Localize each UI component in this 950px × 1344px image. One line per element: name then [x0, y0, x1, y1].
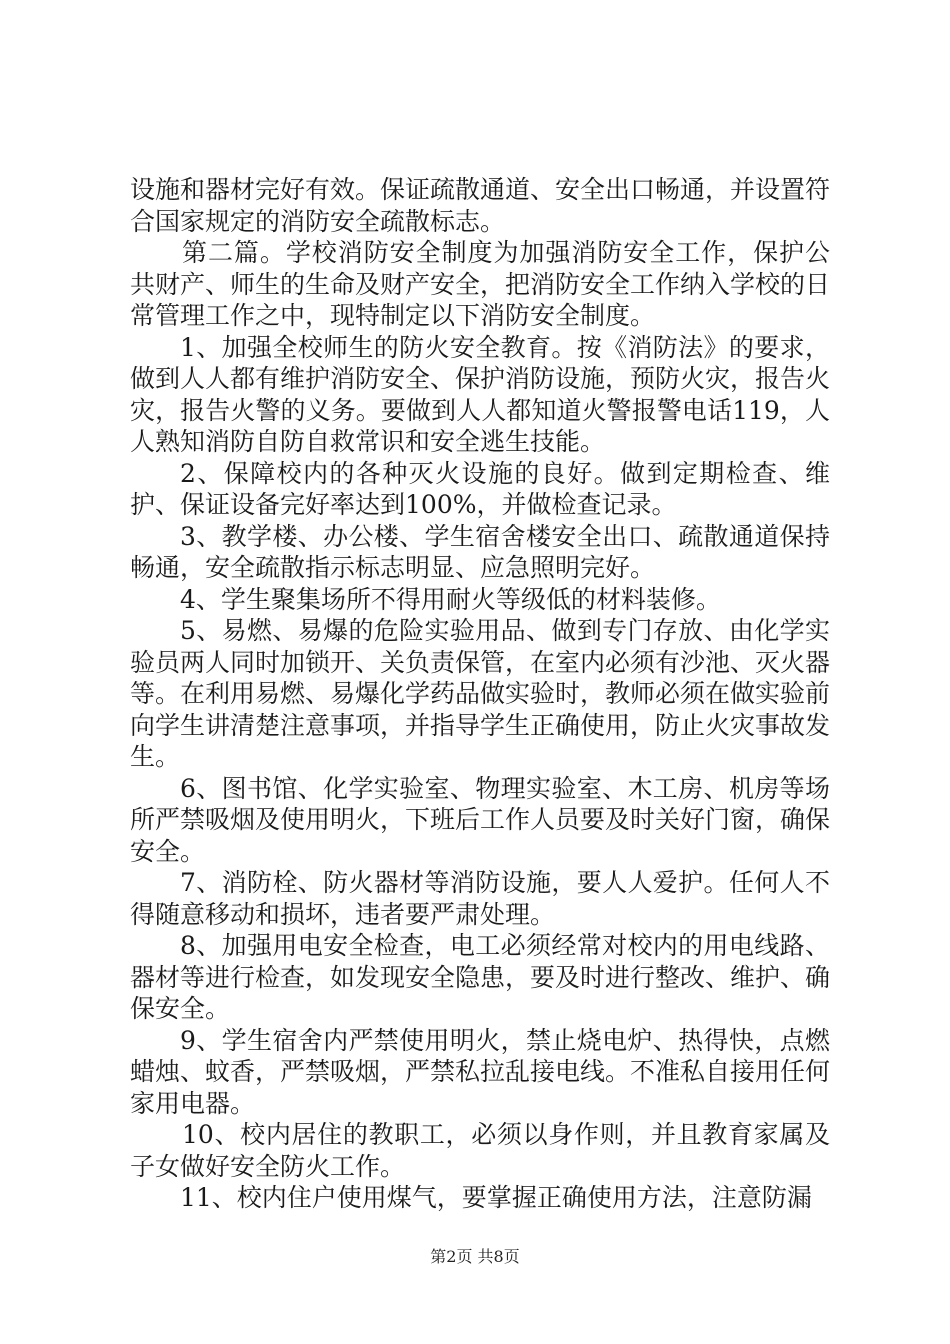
paragraph-item-4: 4、学生聚集场所不得用耐火等级低的材料装修。 [180, 584, 721, 614]
paragraph-item-8: 8、加强用电安全检查，电工必须经常对校内的用电线路、器材等进行检查，如发现安全隐患，要及时进行整改、维护、确保安全。 [130, 931, 831, 1023]
paragraph-item-5: 5、易燃、易爆的危险实验用品、做到专门存放、由化学实验员两人同时加锁开、关负责保管，在室内必须有沙池、灭火器等。在利用易燃、易爆化学药品做实验时，教师必须在做实验前向学生讲清楚注意事项，并指导学生正确使用，防止火灾事故发生。 [130, 616, 831, 771]
paragraph-continuation: 设施和器材完好有效。保证疏散通道、安全出口畅通，并设置符合国家规定的消防安全疏散标志。 [130, 175, 831, 236]
paragraph-section-heading: 第二篇。学校消防安全制度为加强消防安全工作，保护公共财产、师生的生命及财产安全，把消防安全工作纳入学校的日常管理工作之中，现特制定以下消防安全制度。 [130, 238, 831, 330]
page-footer: 第2页 共8页 [430, 1247, 520, 1266]
paragraph-item-9: 9、学生宿舍内严禁使用明火，禁止烧电炉、热得快，点燃蜡烛、蚊香，严禁吸烟，严禁私拉乱接电线。不准私自接用任何家用电器。 [130, 1025, 831, 1118]
paragraph-item-10: 10、校内居住的教职工，必须以身作则，并且教育家属及子女做好安全防火工作。 [130, 1120, 830, 1181]
paragraph-item-7: 7、消防栓、防火器材等消防设施，要人人爱护。任何人不得随意移动和损坏，违者要严肃处理。 [130, 868, 830, 929]
paragraph-item-1: 1、加强全校师生的防火安全教育。按《消防法》的要求，做到人人都有维护消防安全、保护消防设施，预防火灾，报告火灾，报告火警的义务。要做到人人都知道火警报警电话119，人人熟知消防自防自救常识和安全逃生技能。 [130, 332, 831, 456]
document-body [130, 174, 830, 1214]
paragraph-item-2: 2、保障校内的各种灭火设施的良好。做到定期检查、维护、保证设备完好率达到100%，并做检查记录。 [130, 458, 830, 519]
paragraph-item-3: 3、教学楼、办公楼、学生宿舍楼安全出口、疏散通道保持畅通，安全疏散指示标志明显、应急照明完好。 [130, 521, 830, 582]
paragraph-item-6: 6、图书馆、化学实验室、物理实验室、木工房、机房等场所严禁吸烟及使用明火，下班后工作人员要及时关好门窗，确保安全。 [130, 773, 831, 866]
paragraph-item-11: 11、校内住户使用煤气，要掌握正确使用方法，注意防漏 [180, 1183, 812, 1212]
